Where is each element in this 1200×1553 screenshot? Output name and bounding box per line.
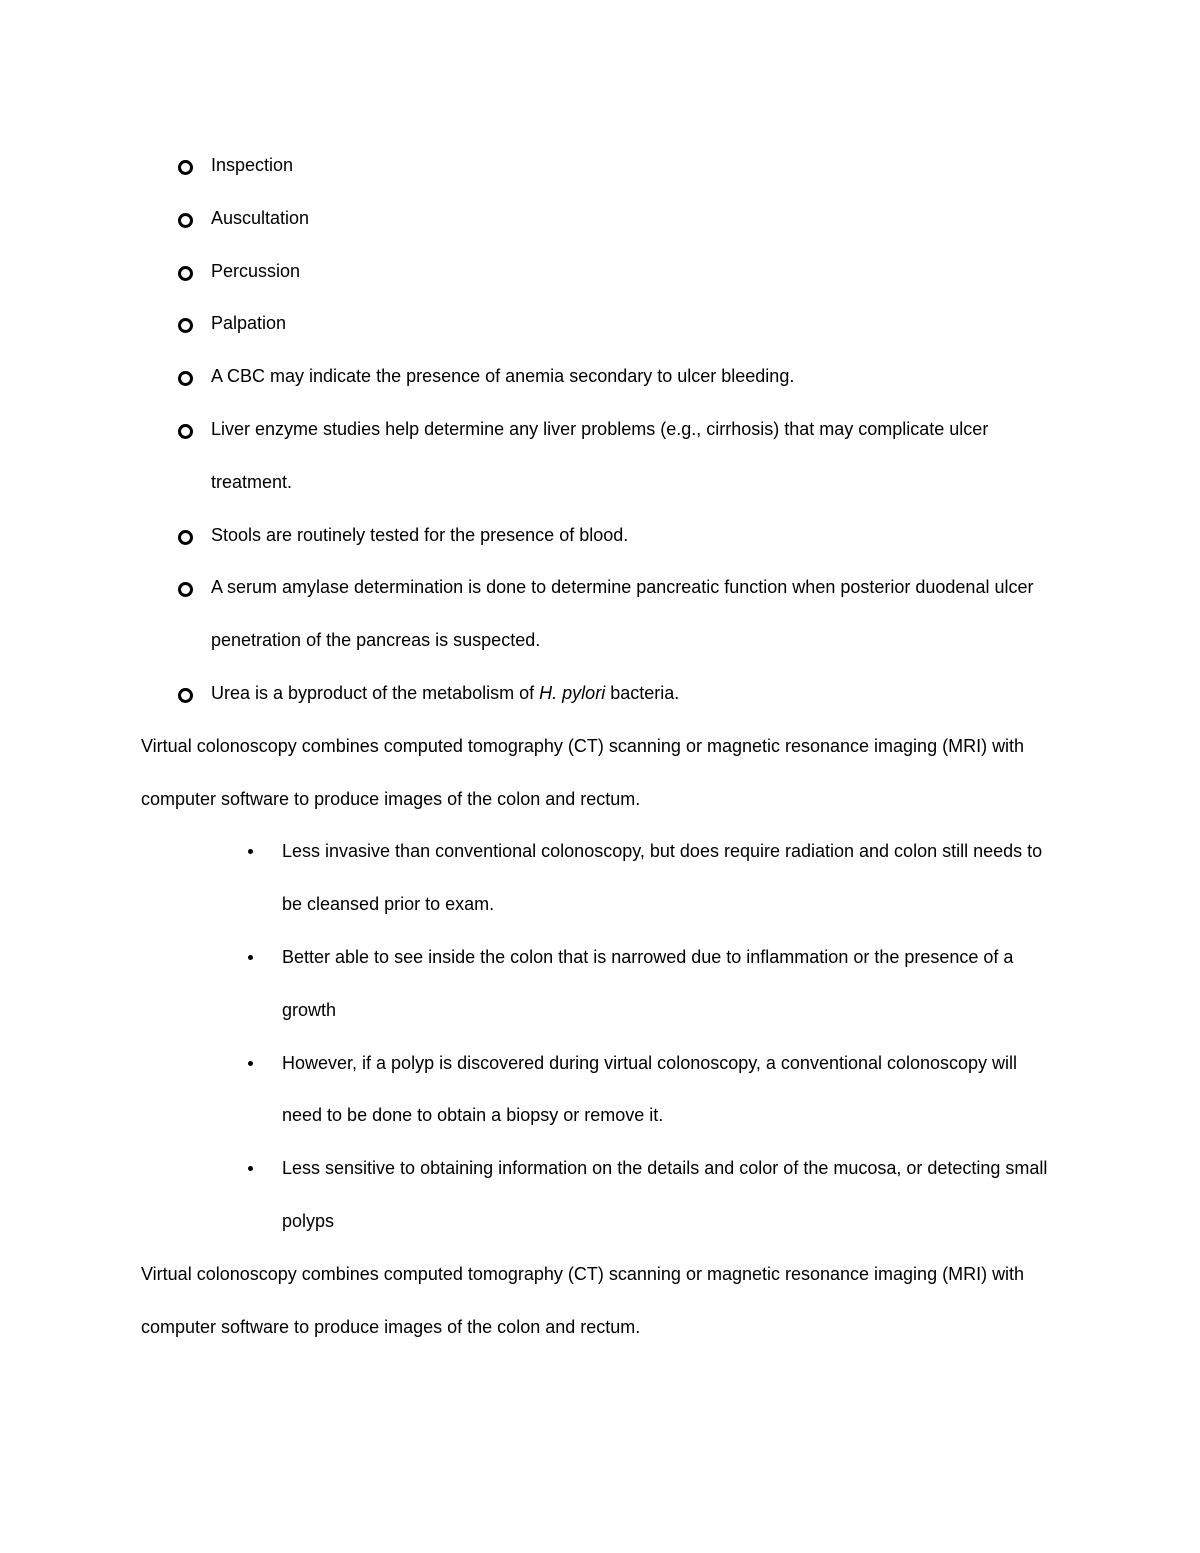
dot-bullet-icon (248, 955, 253, 960)
list-item (141, 931, 1061, 1037)
list-item (141, 667, 1061, 720)
dot-bullet-icon (248, 1061, 253, 1066)
list-item-text: A serum amylase determination is done to determine pancreatic function when posterior duodenal ulcer penetration of the pancreas is suspected. (211, 577, 1034, 651)
list-item (141, 1142, 1061, 1248)
list-item (141, 1037, 1061, 1143)
list-item-text: Less invasive than conventional colonoscopy, but does require radiation and colon still needs to be cleansed prior to exam. (282, 841, 1043, 915)
document-body (141, 139, 1061, 1353)
list-item-text-start: Urea is a byproduct of the metabolism of (211, 682, 540, 703)
dot-bullet-icon (248, 849, 253, 854)
dot-bullet-list (141, 825, 1061, 1247)
species-name-italic: H. pylori (539, 682, 606, 703)
circle-bullet-list (141, 139, 1061, 720)
list-item-text: Palpation (211, 313, 287, 334)
list-item (141, 825, 1061, 931)
list-item-text: Better able to see inside the colon that is narrowed due to inflammation or the presence of a growth (282, 946, 1014, 1020)
list-item (141, 139, 1061, 192)
list-item-text-end: bacteria. (605, 682, 680, 703)
paragraph-virtual-colonoscopy-repeat: Virtual colonoscopy combines computed tomography (CT) scanning or magnetic resonance imaging (MRI) with computer software to produce images of the colon and rectum. (141, 1263, 1025, 1337)
circle-bullet-icon (178, 160, 193, 175)
dot-bullet-icon (248, 1166, 253, 1171)
circle-bullet-icon (178, 424, 193, 439)
list-item (141, 192, 1061, 245)
list-item-text: Inspection (211, 155, 294, 175)
circle-bullet-icon (178, 266, 193, 281)
circle-bullet-icon (178, 530, 193, 545)
list-item-text: Percussion (211, 260, 301, 281)
list-item-text: Liver enzyme studies help determine any liver problems (e.g., cirrhosis) that may complicate ulcer treatment. (211, 418, 989, 492)
list-item (141, 403, 1061, 509)
list-item (141, 350, 1061, 403)
list-item-text: A CBC may indicate the presence of anemia secondary to ulcer bleeding. (211, 366, 795, 387)
list-item (141, 297, 1061, 350)
list-item-text: Auscultation (211, 207, 310, 228)
list-item-text: However, if a polyp is discovered during virtual colonoscopy, a conventional colonoscopy will need to be done to obtain a biopsy or remove it. (282, 1052, 1018, 1126)
list-item-text: Less sensitive to obtaining information on the details and color of the mucosa, or detecting small polyps (282, 1158, 1048, 1231)
circle-bullet-icon (178, 688, 193, 703)
circle-bullet-icon (178, 371, 193, 386)
list-item (141, 245, 1061, 298)
list-item-text: Stools are routinely tested for the presence of blood. (211, 524, 629, 545)
circle-bullet-icon (178, 213, 193, 228)
paragraph-virtual-colonoscopy: Virtual colonoscopy combines computed tomography (CT) scanning or magnetic resonance imaging (MRI) with computer software to produce images of the colon and rectum. (141, 735, 1025, 809)
list-item (141, 561, 1061, 667)
list-item (141, 509, 1061, 562)
circle-bullet-icon (178, 318, 193, 333)
circle-bullet-icon (178, 582, 193, 597)
